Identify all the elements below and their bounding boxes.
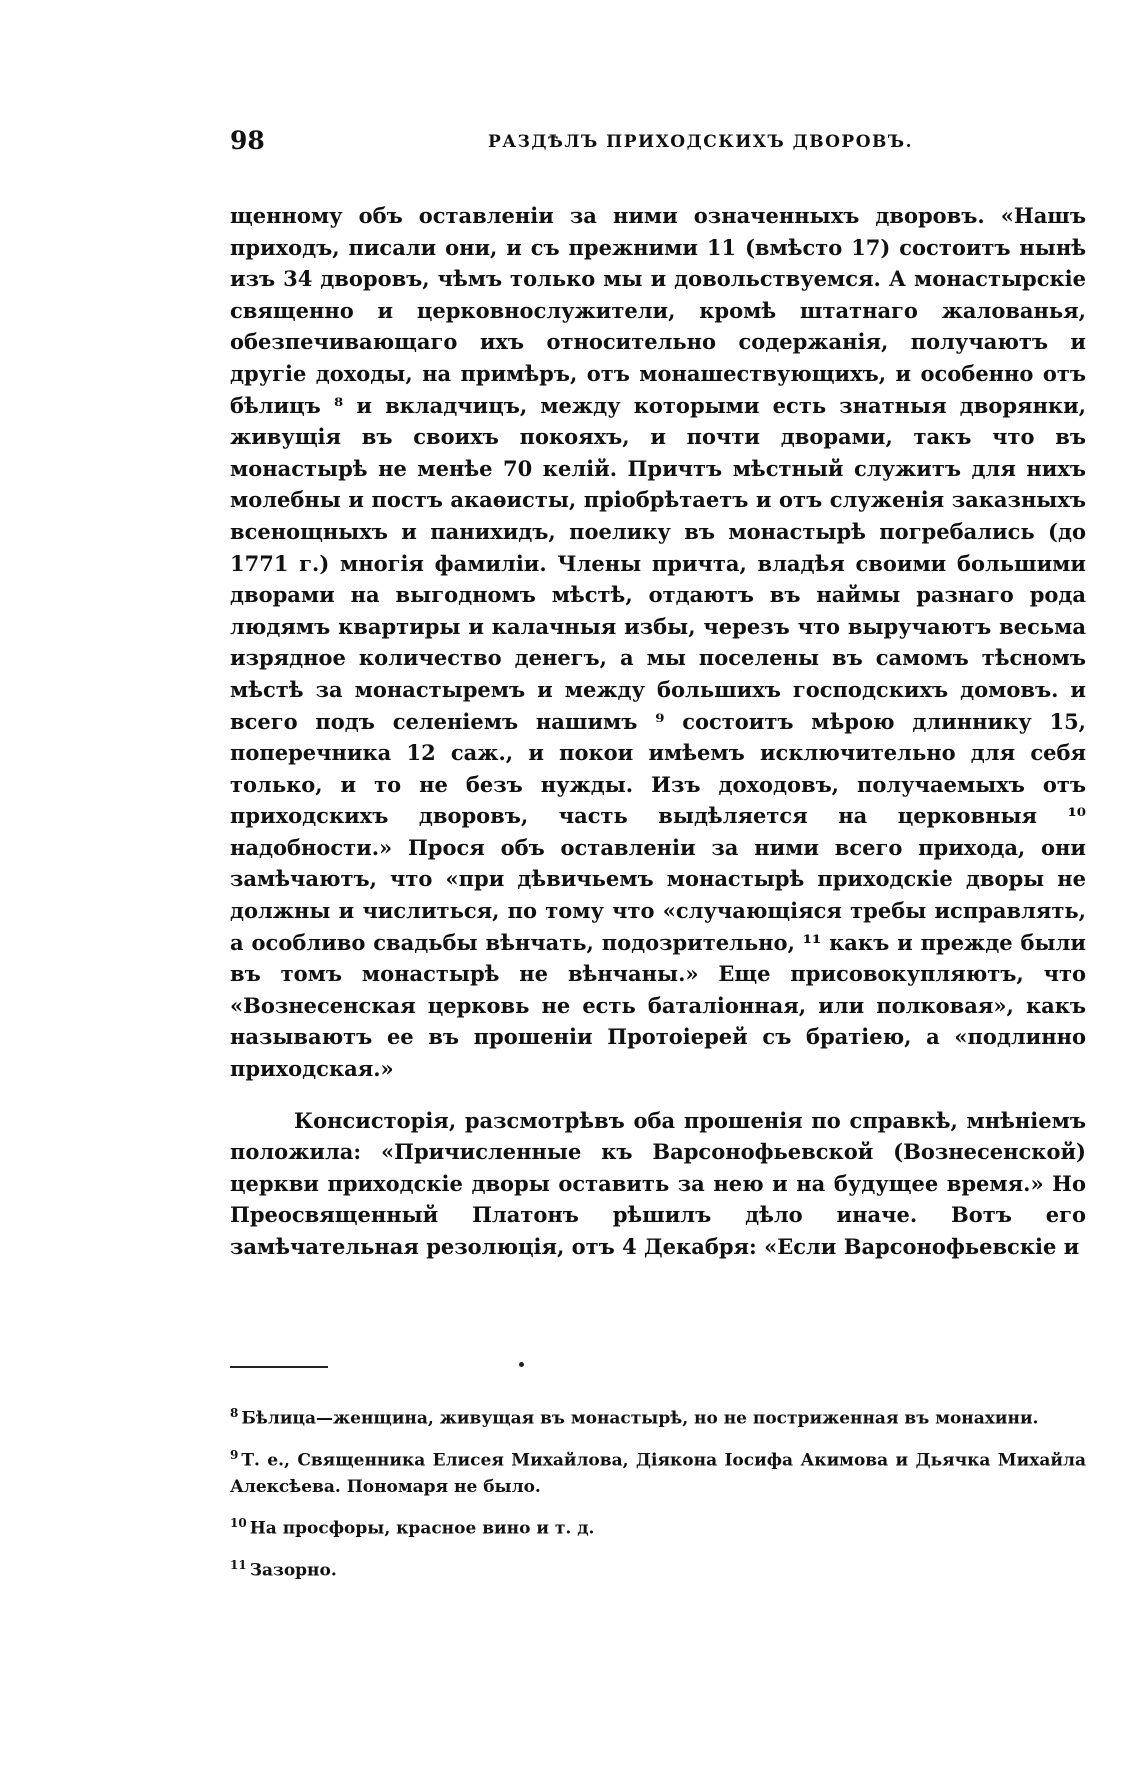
body-text [230,200,1086,1263]
page-number: 98 [230,126,265,155]
paragraph-2: Консисторія, разсмотрѣвъ оба прошенія по справкѣ, мнѣніемъ положила: «Причисленные къ Варсонофьевской (Вознесенской) церкви приходскіе дворы оставить за нею и на будущее время.» Но Преосвященный Платонъ рѣшилъ дѣло иначе. Вотъ его замѣчательная резолюція, отъ 4 Декабря: «Если Варсонофьевскіе и [230,1107,1086,1259]
footnote-rule-dot [519,1362,524,1367]
footnote-text: Зазорно. [249,1560,337,1581]
footnote-10 [230,1510,1086,1543]
footnote-mark: 10 [230,1516,247,1531]
footnote-mark: 11 [230,1557,247,1572]
footnote-text: Бѣлица—женщина, живущая въ монастырѣ, но не постриженная въ монахини. [241,1408,1039,1429]
footnote-9 [230,1442,1086,1502]
paragraph-1: щенному объ оставленіи за ними означенныхъ дворовъ. «Нашъ приходъ, писали они, и съ прежними 11 (вмѣсто 17) состоитъ нынѣ изъ 34 дворовъ, чѣмъ только мы и довольствуемся. А монастырскіе священно и церковнослужители, кромѣ штатнаго жалованья, обезпечивающаго ихъ относительно содержанія, получаютъ и другіе доходы, на примѣръ, отъ монашествующихъ, и особенно отъ бѣлицъ ⁸ и вкладчицъ, между которыми есть знатныя дворянки, живущія въ своихъ покояхъ, и почти дворами, такъ что въ монастырѣ не менѣе 70 келій. Причтъ мѣстный служитъ для нихъ молебны и постъ акаѳисты, пріобрѣтаетъ и отъ служенія заказныхъ всенощныхъ и панихидъ, поелику въ монастырѣ погребались (до 1771 г.) многія фамиліи. Члены причта, владѣя своими большими дворами на выгодномъ мѣстѣ, отдаютъ въ наймы разнаго рода людямъ квартиры и калачныя избы, черезъ что выручаютъ весьма изрядное количество денегъ, а мы поселены въ самомъ тѣсномъ мѣстѣ за монастыремъ и между большихъ господскихъ домовъ. и всего подъ селеніемъ нашимъ ⁹ состоитъ мѣрою длиннику 15, поперечника 12 саж., и покои имѣемъ исключительно для себя только, и то не безъ нужды. Изъ доходовъ, получаемыхъ отъ приходскихъ дворовъ, часть выдѣляется на церковныя ¹⁰ надобности.» Прося объ оставленіи за ними всего прихода, они замѣчаютъ, что «при дѣвичьемъ монастырѣ приходскіе дворы не должны и числиться, по тому что «случающіяся требы исправлять, а особливо свадьбы вѣнчать, подозрительно, ¹¹ какъ и прежде были въ томъ монастырѣ не вѣнчаны.» Еще присовокупляютъ, что «Вознесенская церковь не есть баталіонная, или полковая», какъ называютъ ее въ прошеніи Протоіерей съ братіею, а «подлинно приходская.» [230,203,1086,1082]
footnote-text: Т. е., Священника Елисея Михайлова, Діякона Іосифа Акимова и Дьячка Михайла Алексѣева. Пономаря не было. [230,1450,1086,1498]
footnote-11 [230,1552,1086,1585]
running-head: РАЗДѢЛЪ ПРИХОДСКИХЪ ДВОРОВЪ. [488,132,914,152]
page-header [230,126,928,158]
footnote-text: На просфоры, красное вино и т. д. [249,1518,595,1539]
footnote-mark: 8 [230,1406,239,1420]
footnotes [230,1400,1086,1594]
footnote-rule [230,1366,328,1368]
footnote-8 [230,1400,1086,1433]
footnote-mark: 9 [230,1447,239,1462]
